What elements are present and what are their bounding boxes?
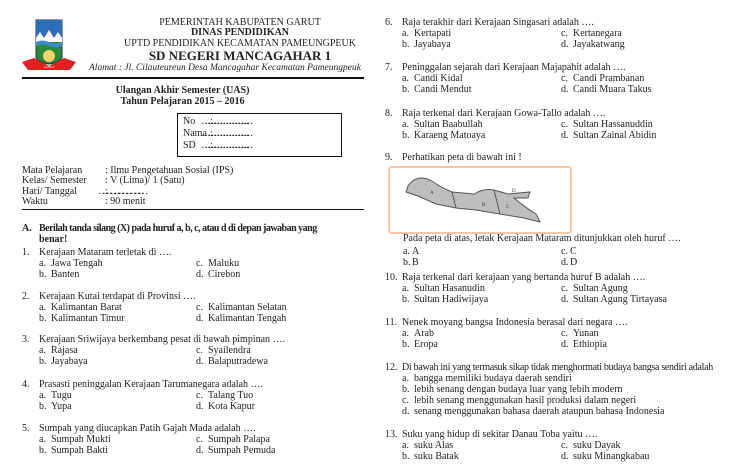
option-text: Cirebon [208, 268, 241, 280]
info-value: : Ilmu Pengetahuan Sosial (IPS) [105, 165, 234, 176]
question-text: Raja terkenal dari Kerajaan Gowa-Tallo adalah …. [402, 108, 606, 119]
option-letter: b. [39, 268, 47, 280]
option-text: Ethiopia [573, 338, 607, 350]
id-field-label: SD [183, 140, 196, 151]
question-text: Kerajaan Mataram terletak di …. [39, 247, 172, 258]
option-letter: a. [39, 302, 46, 313]
exam-title: Ulangan Akhir Semester (UAS) [115, 85, 250, 96]
option-text: Jayabaya [414, 38, 451, 50]
option-text: Maluku [208, 258, 240, 269]
svg-text:C: C [506, 205, 510, 210]
option-letter: a. [402, 440, 409, 451]
option-letter: b. [402, 293, 410, 305]
question-number: 6. [385, 17, 393, 28]
option-text: Candi Mendut [414, 83, 472, 95]
exam-year: Tahun Pelajaran 2015 – 2016 [120, 96, 245, 107]
question-number: 2. [22, 291, 30, 302]
option-letter: b. [39, 312, 47, 324]
option-text: Karaeng Matoaya [414, 129, 486, 141]
option-text: Sumpah Pemuda [208, 444, 276, 456]
question-number: 5. [22, 423, 30, 434]
option-letter: a. [402, 119, 409, 130]
q9-map-question: Pada peta di atas, letak Kerajaan Mataram ditunjukkan oleh huruf …. [403, 233, 681, 244]
option-letter: b. [402, 450, 410, 462]
option-text: Sumpah Palapa [208, 434, 270, 445]
option-letter: d. [561, 129, 569, 141]
option-text: Kota Kapur [208, 400, 255, 412]
option-letter: d. [561, 83, 569, 95]
option-letter: c. [196, 434, 203, 445]
garut-logo [20, 18, 78, 74]
school-name: SD NEGERI MANCAGAHAR 1 [148, 48, 332, 63]
option-text: Kalimantan Tengah [208, 312, 287, 324]
question-number: 3. [22, 334, 30, 345]
question-text: Kerajaan Sriwijaya berkembang pesat di bawah pimpinan …. [39, 334, 286, 345]
id-field-blank[interactable]: : ……………………………………….. [210, 116, 238, 127]
option-text: Jayakatwang [573, 38, 625, 50]
svg-text:GARUT: GARUT [43, 65, 55, 69]
option-letter: c. [561, 328, 568, 339]
option-text: Sultan Baabullah [414, 119, 483, 130]
option-text: Tugu [51, 390, 72, 401]
option-letter: a. [402, 73, 409, 84]
svg-text:A: A [430, 191, 434, 196]
option-text: suku Dayak [573, 440, 621, 451]
option-text: lebih senang menggunakan hasil produksi dalam negeri [414, 395, 637, 406]
option-letter: a. [39, 434, 46, 445]
option-text: senang menggunakan bahasa daerah ataupun bahasa Indonesia [414, 406, 665, 417]
option-text: A [412, 246, 420, 257]
id-field-blank[interactable]: : ……………………………………….. [210, 128, 238, 139]
option-text: Sultan Hassanuddin [573, 119, 653, 130]
option-letter: a. [402, 283, 409, 294]
question-number: 1. [22, 247, 30, 258]
question-number: 4. [22, 379, 30, 390]
question-number: 12. [385, 362, 398, 373]
option-letter: d. [196, 444, 204, 456]
option-letter: d. [196, 355, 204, 367]
option-letter: d. [561, 450, 569, 462]
option-letter: c. [561, 28, 568, 39]
option-text: Banten [51, 268, 80, 280]
option-letter: b. [402, 129, 410, 141]
option-text: Candi Kidal [414, 73, 463, 84]
header-government: PEMERINTAH KABUPATEN GARUT [159, 17, 321, 28]
option-text: D [570, 256, 578, 268]
option-letter: c. [196, 345, 203, 356]
option-text: C [570, 246, 577, 257]
option-text: Sultan Agung Tirtayasa [573, 293, 667, 305]
option-letter: c. [196, 302, 203, 313]
question-number: 9. [385, 152, 393, 163]
question-text: Sumpah yang diucapkan Patih Gajah Mada adalah …. [39, 423, 256, 434]
option-letter: b. [39, 400, 47, 412]
section-letter: A. [22, 223, 32, 234]
option-letter: c. [561, 119, 568, 130]
option-text: Candi Prambanan [573, 73, 645, 84]
option-letter: c. [561, 440, 568, 451]
question-text: Nenek moyang bangsa Indonesia berasal dari negara …. [402, 317, 628, 328]
info-label: Waktu [22, 195, 48, 207]
option-text: suku Batak [414, 450, 459, 462]
option-letter: c. [196, 390, 203, 401]
option-letter: c. [196, 258, 203, 269]
question-text: Suku yang hidup di sekitar Danau Toba yaitu …. [402, 429, 598, 440]
svg-text:D: D [512, 189, 516, 194]
id-field-label: No [183, 116, 196, 127]
option-letter: a. [39, 258, 46, 269]
option-text: Kalimantan Selatan [208, 302, 287, 313]
question-text: Perhatikan peta di bawah ini ! [402, 152, 522, 163]
option-letter: b. [403, 256, 411, 268]
option-letter: b. [39, 355, 47, 367]
info-value: : 90 menit [105, 195, 146, 207]
info-label: Kelas/ Semester [22, 175, 87, 187]
section-instruction: Berilah tanda silang (X) pada huruf a, b, c, atau d di depan jawaban yang [39, 223, 317, 234]
option-text: Sumpah Bakti [51, 444, 108, 456]
option-letter: a. [402, 373, 409, 384]
option-text: Kalimantan Timur [51, 312, 125, 324]
option-letter: c. [561, 283, 568, 294]
option-text: Talang Tuo [208, 390, 254, 401]
option-text: Yupa [51, 400, 72, 412]
question-5 [22, 423, 372, 467]
option-text: Eropa [414, 338, 438, 350]
option-letter: c. [561, 73, 568, 84]
question-text: Raja terakhir dari Kerajaan Singasari adalah …. [402, 17, 594, 28]
id-field-blank[interactable]: : ……………………………………….. [210, 140, 238, 151]
header-uptd: UPTD PENDIDIKAN KECAMATAN PAMEUNGPEUK [124, 38, 356, 49]
option-text: Yunan [573, 328, 599, 339]
question-text: Raja terkenal dari kerajaan yang bertanda huruf B adalah …. [402, 272, 646, 283]
school-address: Alamat : Jl. Cilauteureun Desa Mancagahar Kecamatan Pameungpeuk [89, 63, 361, 73]
option-text: Jawa Tengah [51, 258, 103, 269]
option-letter: d. [402, 406, 410, 417]
question-number: 11. [385, 317, 398, 328]
option-text: Sultan Agung [573, 283, 628, 294]
info-value: : V (Lima)/ 1 (Satu) [105, 175, 185, 187]
option-letter: b. [39, 444, 47, 456]
option-letter: a. [402, 28, 409, 39]
header-department: DINAS PENDIDIKAN [190, 27, 290, 38]
question-text: Di bawah ini yang termasuk sikap tidak menghormati budaya bangsa sendiri adalah [402, 362, 713, 373]
id-field-label: Nama [183, 128, 207, 139]
option-letter: b. [402, 38, 410, 50]
option-letter: d. [196, 312, 204, 324]
option-text: Kalimantan Barat [51, 302, 122, 313]
question-text: Kerajaan Kutai terdapat di Provinsi …. [39, 291, 196, 302]
option-letter: d. [561, 256, 569, 268]
question-text: Prasasti peninggalan Kerajaan Tarumanegara adalah …. [39, 379, 264, 390]
svg-text:B: B [482, 203, 486, 208]
option-text: Balaputradewa [208, 355, 268, 367]
option-letter: a. [403, 246, 410, 257]
info-label: Mata Pelajaran [22, 165, 83, 176]
question-number: 7. [385, 62, 393, 73]
option-text: suku Alas [414, 440, 454, 451]
option-text: Kertanegara [573, 28, 622, 39]
student-id-box [177, 113, 342, 157]
option-text: suku Minangkabau [573, 450, 650, 462]
option-text: Rajasa [51, 345, 78, 356]
option-text: Sultan Hadiwijaya [414, 293, 489, 305]
info-label: Hari/ Tanggal [22, 185, 77, 197]
option-letter: c. [561, 246, 568, 257]
option-text: Arab [414, 328, 434, 339]
option-letter: d. [196, 400, 204, 412]
option-text: Jayabaya [51, 355, 88, 367]
option-letter: c. [402, 395, 409, 406]
header-divider [22, 77, 364, 79]
section-instruction-cont: benar! [39, 234, 68, 245]
option-text: Sumpah Mukti [51, 434, 111, 445]
question-number: 10. [385, 272, 398, 283]
option-letter: a. [39, 345, 46, 356]
option-letter: d. [196, 268, 204, 280]
option-text: Sultan Hasanudin [414, 283, 485, 294]
option-text: B [412, 256, 419, 268]
question-text: Peninggalan sejarah dari Kerajaan Majapahit adalah …. [402, 62, 626, 73]
question-13 [385, 429, 735, 467]
option-letter: d. [561, 293, 569, 305]
question-number: 8. [385, 108, 393, 119]
option-letter: d. [561, 338, 569, 350]
option-text: bangga memiliki budaya daerah sendiri [414, 373, 572, 384]
option-letter: a. [39, 390, 46, 401]
option-letter: d. [561, 38, 569, 50]
question-number: 13. [385, 429, 398, 440]
option-text: Kertapati [414, 28, 452, 39]
info-divider [22, 209, 364, 210]
option-text: Syailendra [208, 345, 251, 356]
option-text: lebih senang dengan budaya luar yang lebih modern [414, 384, 623, 395]
info-value: : …………………………… [105, 185, 143, 197]
option-letter: a. [402, 328, 409, 339]
option-text: Sultan Zainal Abidin [573, 129, 657, 141]
option-letter: b. [402, 338, 410, 350]
option-letter: b. [402, 384, 410, 395]
question-12 [385, 362, 735, 422]
option-text: Candi Muara Takus [573, 83, 652, 95]
option-letter: b. [402, 83, 410, 95]
